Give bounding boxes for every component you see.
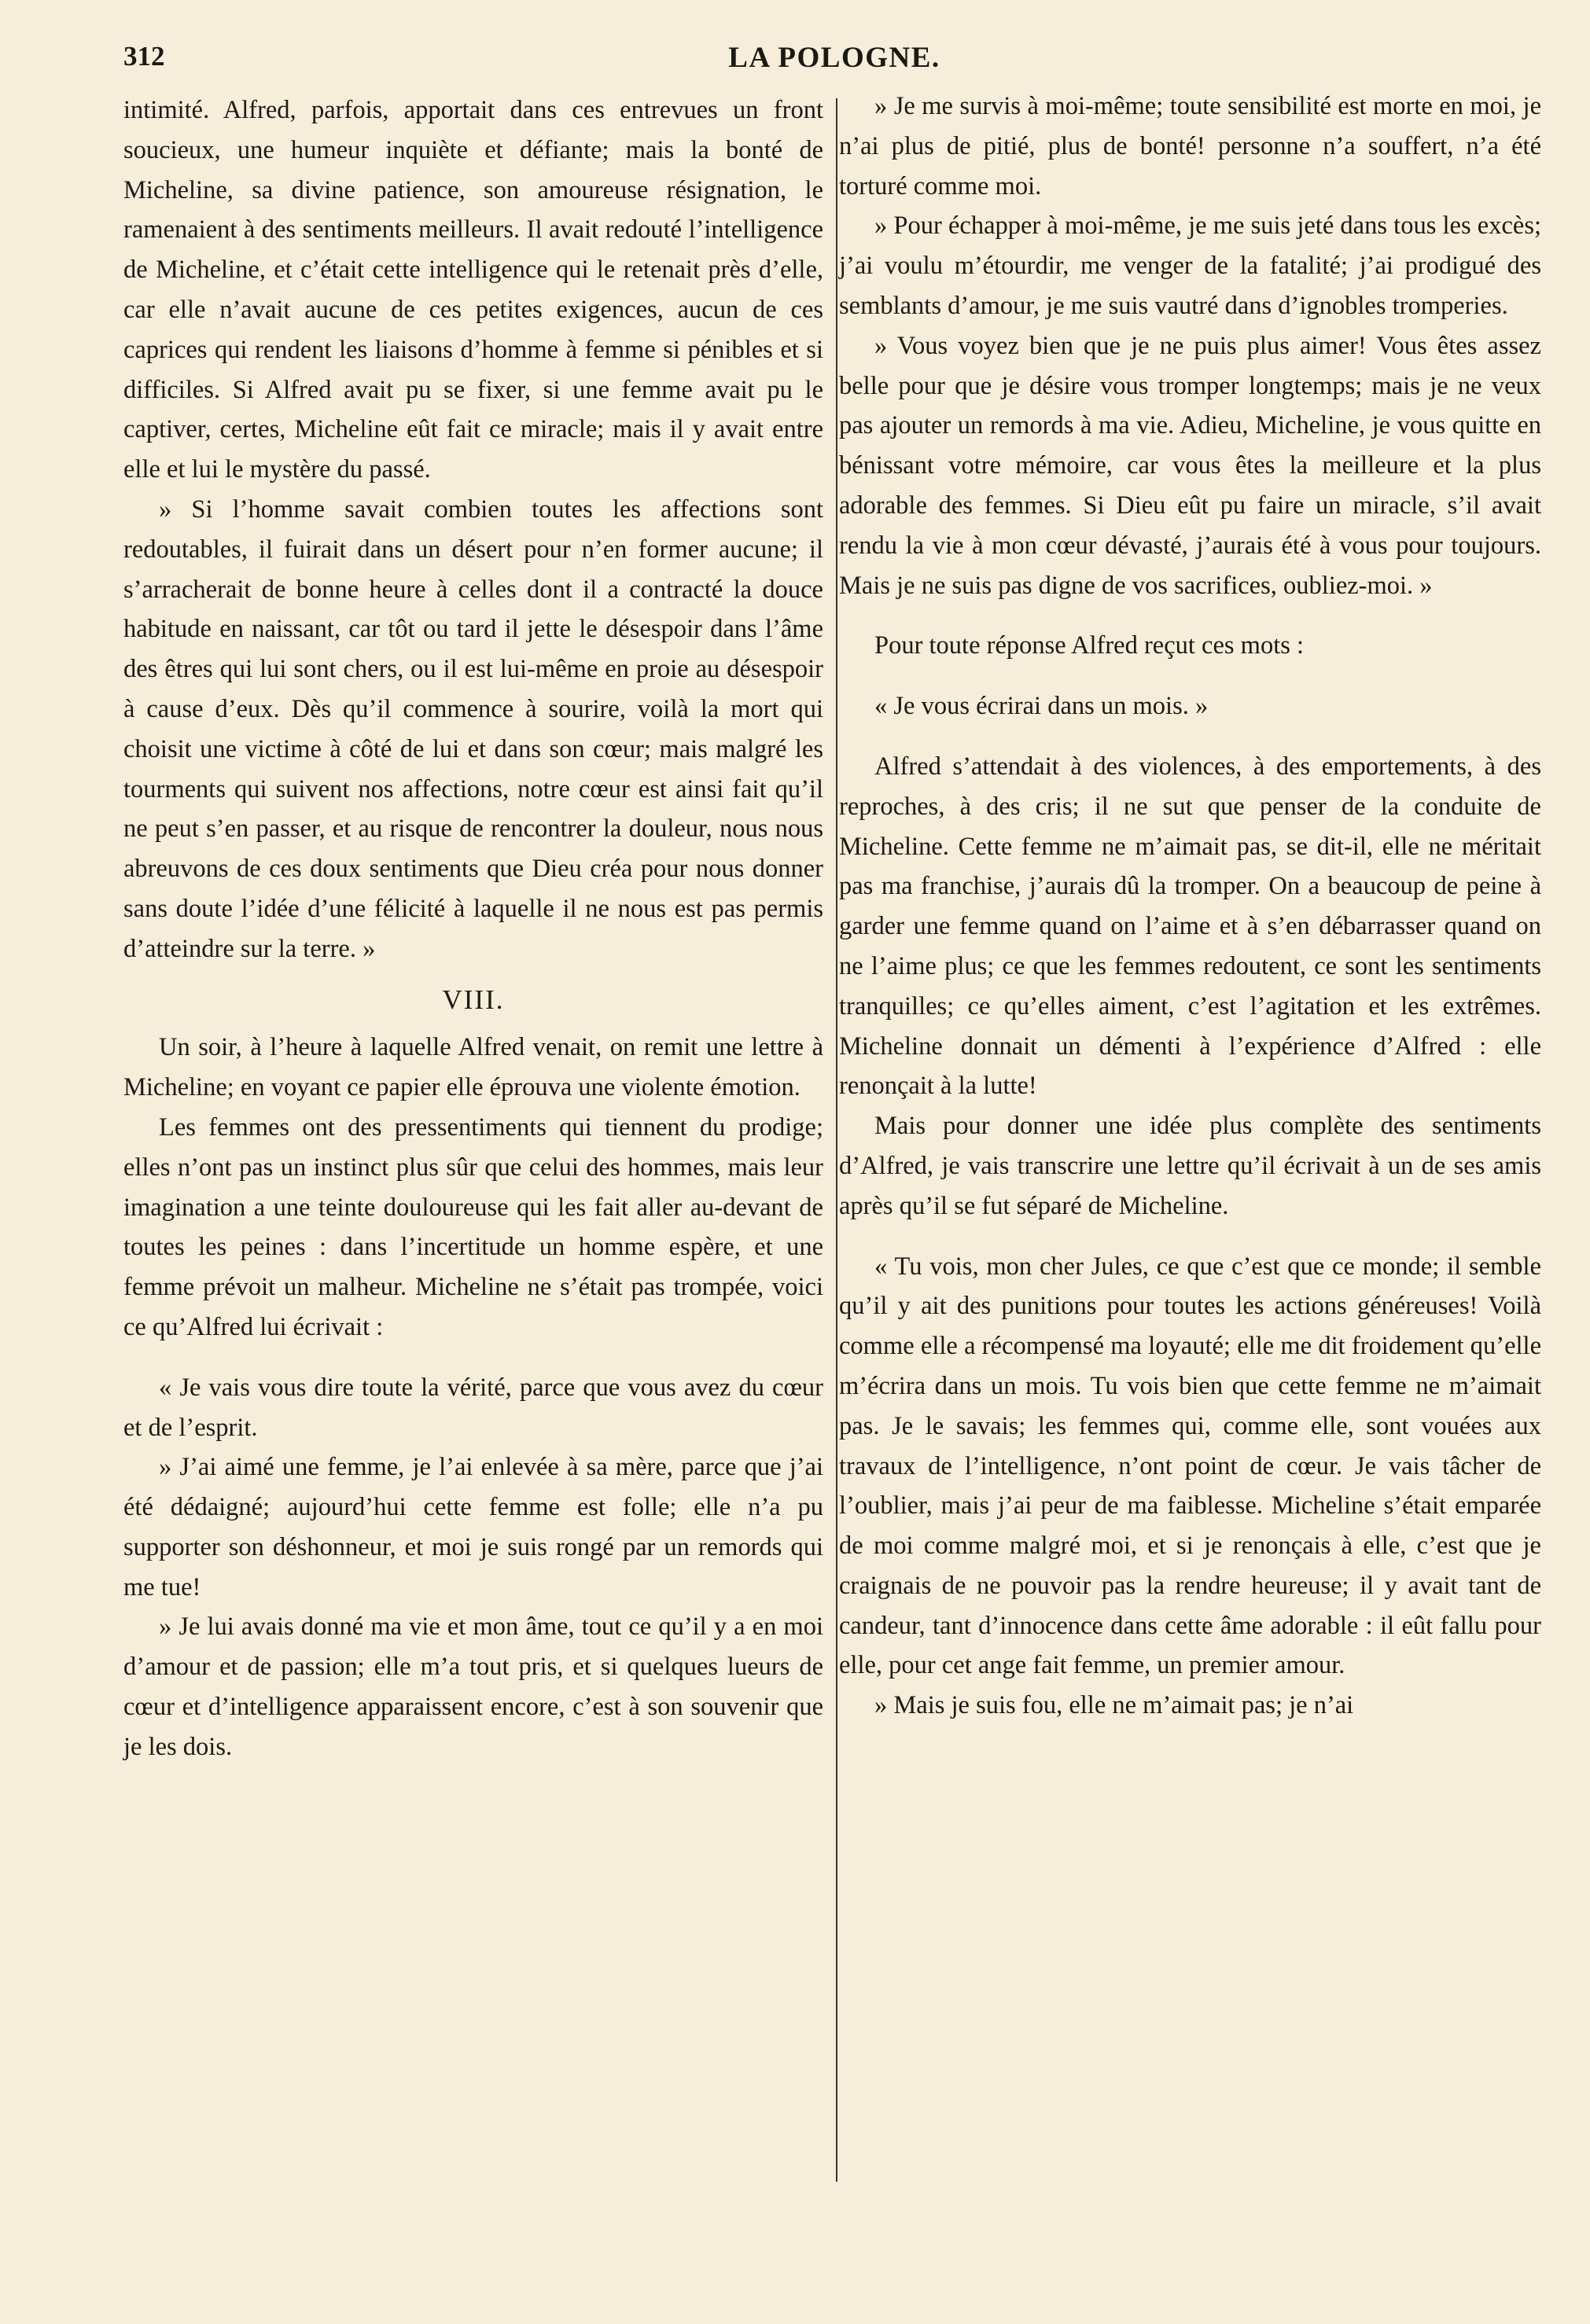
letter-paragraph: « Je vais vous dire toute la vérité, parce que vous avez du cœur et de l’esprit. <box>123 1373 823 1442</box>
letter-paragraph: » Pour échapper à moi-même, je me suis jeté dans tous les excès; j’ai voulu m’étourdir, me venger de la fatalité; j’ai prodigué des semblants d’amour, je me suis vautré dans d’ignobles tromperies. <box>839 211 1541 320</box>
letter-paragraph: » Vous voyez bien que je ne puis plus aimer! Vous êtes assez belle pour que je désire vous tromper longtemps; mais je ne veux pas ajouter un remords à ma vie. Adieu, Micheline, je vous quitte en bénissant votre mémoire, car vous êtes la meilleure et la plus adorable des femmes. Si Dieu eût pu faire un miracle, s’il avait rendu la vie à mon cœur dévasté, j’aurais été à vous pour toujours. Mais je ne suis pas digne de vos sacrifices, oubliez-moi. » <box>839 331 1541 600</box>
paragraph: Pour toute réponse Alfred reçut ces mots : <box>874 631 1305 660</box>
letter-paragraph: » J’ai aimé une femme, je l’ai enlevée à sa mère, parce que j’ai été dédaigné; aujourd’hui cette femme est folle; elle n’a pu supporter son déshonneur, et moi je suis rongé par un remords qui me tue! <box>123 1453 823 1601</box>
running-title: LA POLOGNE. <box>728 42 940 74</box>
paragraph: Les femmes ont des pressentiments qui tiennent du prodige; elles n’ont pas un instinct plus sûr que celui des hommes, mais leur imagination a une teinte douloureuse qui les fait aller au-devant de toutes les peines : dans l’incertitude un homme espère, et une femme prévoit un malheur. Micheline ne s’était pas trompée, voici ce qu’Alfred lui écrivait : <box>123 1112 823 1341</box>
quoted-reply: « Je vous écrirai dans un mois. » <box>874 692 1209 721</box>
paragraph: Un soir, à l’heure à laquelle Alfred venait, on remit une lettre à Micheline; en voyant ce papier elle éprouva une violente émotion. <box>123 1033 823 1102</box>
left-column <box>123 90 823 1767</box>
page-number: 312 <box>123 41 165 72</box>
paragraph: Alfred s’attendait à des violences, à des emportements, à des reproches, à des cris; il ne sut que penser de la conduite de Micheline. Cette femme ne m’aimait pas, se dit-il, elle ne méritait pas ma franchise, j’aurais dû la tromper. On a beaucoup de peine à garder une femme quand on l’aime et à s’en débarrasser quand on ne l’aime plus; ce que les femmes redoutent, ce sont les sentiments tranquilles; ce qu’elles aiment, c’est l’agitation et les extrêmes. Micheline donnait un démenti à l’expérience d’Alfred : elle renonçait à la lutte! <box>839 752 1541 1101</box>
paragraph: Mais pour donner une idée plus complète des sentiments d’Alfred, je vais transcrire une lettre qu’il écrivait à un de ses amis après qu’il se fut séparé de Micheline. <box>839 1112 1541 1220</box>
paragraph: intimité. Alfred, parfois, apportait dans ces entrevues un front soucieux, une humeur inquiète et défiante; mais la bonté de Micheline, sa divine patience, son amoureuse résignation, le ramenaient à des sentiments meilleurs. Il avait redouté l’intelligence de Micheline, et c’était cette intelligence qui le retenait près d’elle, car elle n’avait aucune de ces petites exigences, aucun de ces caprices qui rendent les liaisons d’homme à femme si pénibles et si difficiles. Si Alfred avait pu se fixer, si une femme avait pu le captiver, certes, Micheline eût fait ce miracle; mais il y avait entre elle et lui le mystère du passé. <box>123 96 823 484</box>
page-header <box>123 41 1545 80</box>
section-heading: VIII. <box>442 984 505 1015</box>
letter-paragraph: » Je me survis à moi-même; toute sensibilité est morte en moi, je n’ai plus de pitié, plus de bonté! personne n’a souffert, n’a été torturé comme moi. <box>839 92 1541 200</box>
right-column <box>839 86 1541 1726</box>
paragraph: » Si l’homme savait combien toutes les affections sont redoutables, il fuirait dans un désert pour n’en former aucune; il s’arracherait de bonne heure à celles dont il a contracté la douce habitude en naissant, car tôt ou tard il jette le désespoir dans l’âme des êtres qui lui sont chers, ou il est lui-même en proie au désespoir à cause d’eux. Dès qu’il commence à sourire, voilà la mort qui choisit une victime à côté de lui et dans son cœur; mais malgré les tourments qui suivent nos affections, notre cœur est ainsi fait qu’il ne peut s’en passer, et au risque de rencontrer la douleur, nous nous abreuvons de ces doux sentiments que Dieu créa pour nous donner sans doute l’idée d’une félicité à laquelle il ne nous est pas permis d’atteindre sur la terre. » <box>123 495 823 963</box>
letter-paragraph: » Je lui avais donné ma vie et mon âme, tout ce qu’il y a en moi d’amour et de passion; elle m’a tout pris, et si quelques lueurs de cœur et d’intelligence apparaissent encore, c’est à son souvenir que je les dois. <box>123 1612 823 1761</box>
column-divider <box>836 98 837 2182</box>
letter-paragraph: » Mais je suis fou, elle ne m’aimait pas; je n’ai <box>874 1691 1354 1720</box>
letter-paragraph: « Tu vois, mon cher Jules, ce que c’est que ce monde; il semble qu’il y ait des punitions pour toutes les actions généreuses! Voilà comme elle a récompensé ma loyauté; elle me dit froidement qu’elle m’écrira dans un mois. Tu vois bien que cette femme ne m’aimait pas. Je le savais; les femmes qui, comme elle, sont vouées aux travaux de l’intelligence, n’ont point de cœur. Je vais tâcher de l’oublier, mais j’ai peur de ma faiblesse. Micheline s’était emparée de moi comme malgré moi, et si je renonçais à elle, c’est que je craignais de ne pouvoir pas la rendre heureuse; il y avait tant de candeur, tant d’innocence dans cette âme adorable : il eût fallu pour elle, pour cet ange fait femme, un premier amour. <box>839 1252 1541 1680</box>
